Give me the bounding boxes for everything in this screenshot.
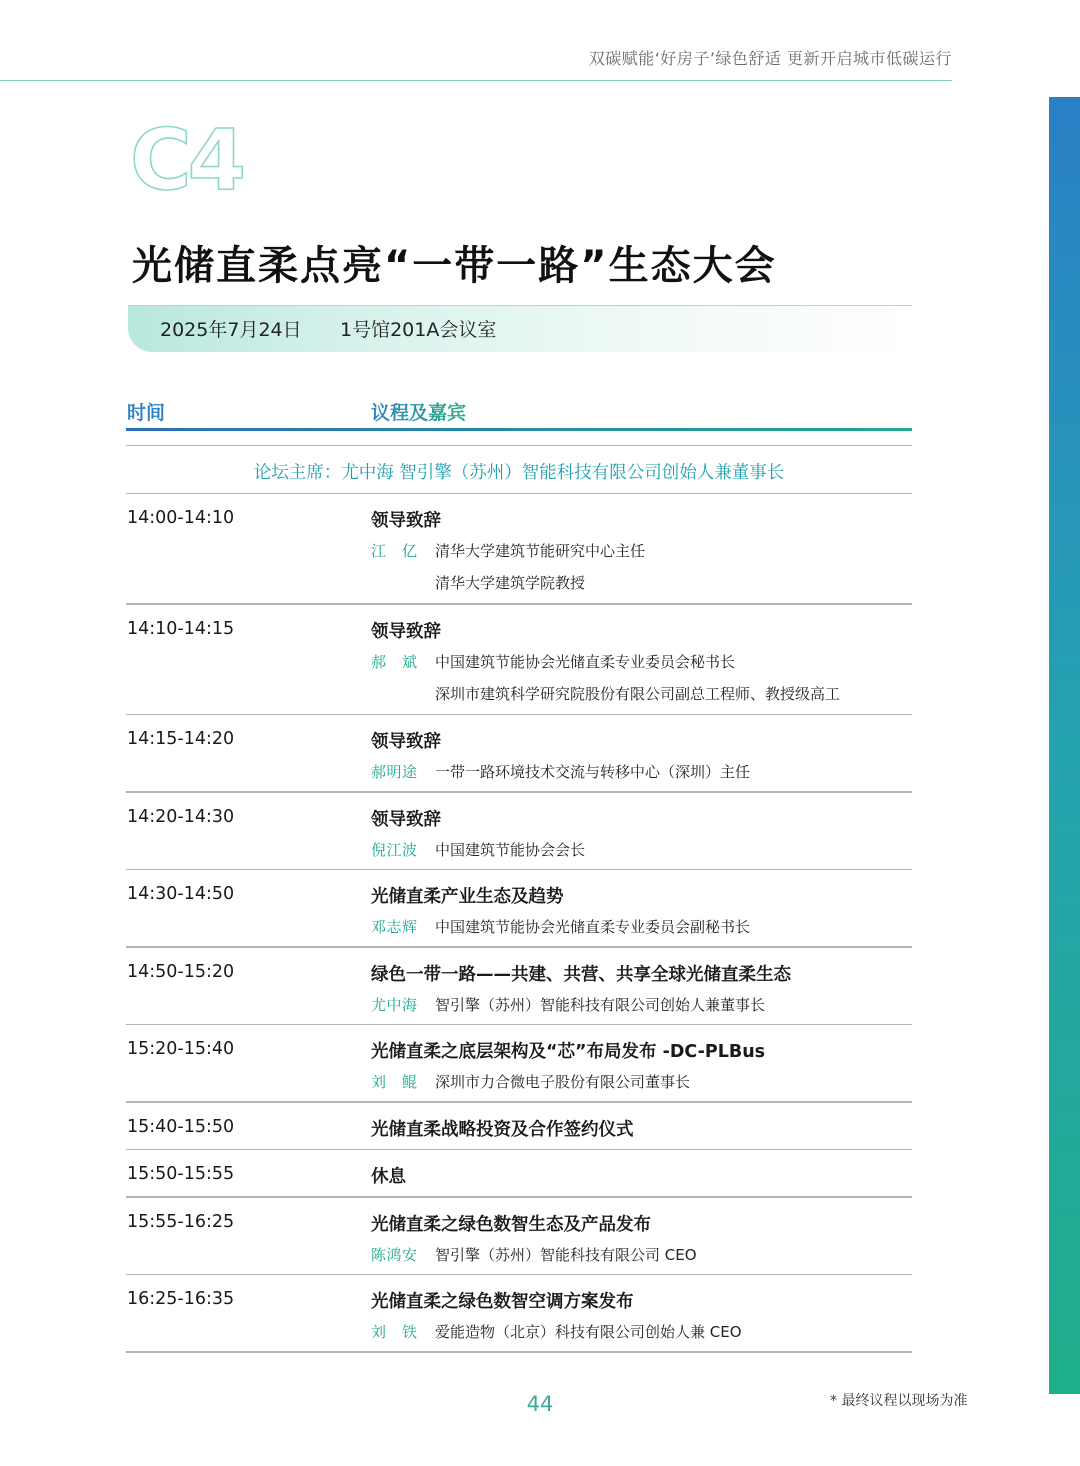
- agenda-time: 15:40-15:50: [127, 1116, 235, 1137]
- footnote: * 最终议程以现场为准: [830, 1393, 968, 1409]
- speaker-role: 中国建筑节能协会光储直柔专业委员会秘书长: [435, 652, 736, 671]
- speaker-role: 智引擎（苏州）智能科技有限公司创始人兼董事长: [435, 995, 766, 1014]
- header-divider: [0, 80, 952, 81]
- speaker-role: 中国建筑节能协会光储直柔专业委员会副秘书长: [435, 918, 751, 936]
- page-title: 光储直柔点亮“一带一路”生态大会: [132, 243, 777, 289]
- forum-chair: 论坛主席：尤中海 智引擎（苏州）智能科技有限公司创始人兼董事长: [253, 463, 785, 483]
- speaker-name: 倪江波: [371, 840, 418, 859]
- agenda-topic: 光储直柔之绿色数智生态及产品发布: [371, 1214, 651, 1235]
- agenda-time: 16:25-16:35: [127, 1289, 235, 1309]
- info-bar: [128, 305, 912, 352]
- agenda-topic: 领导致辞: [371, 621, 441, 642]
- speaker-role: 一带一路环境技术交流与转移中心（深圳）主任: [435, 763, 751, 781]
- agenda-row: [126, 715, 912, 793]
- agenda-row: [126, 1103, 912, 1151]
- header-tagline: 双碳赋能‘好房子’绿色舒适 更新开启城市低碳运行: [588, 49, 952, 68]
- agenda-topic: 领导致辞: [371, 809, 441, 830]
- event-date: 2025年7月24日: [160, 319, 302, 341]
- agenda-topic: 绿色一带一路——共建、共营、共享全球光储直柔生态: [371, 964, 791, 985]
- speaker-role: 清华大学建筑学院教授: [435, 574, 586, 592]
- speaker-name: 刘 铁: [371, 1323, 418, 1341]
- agenda-topic: 光储直柔战略投资及合作签约仪式: [371, 1119, 634, 1140]
- agenda-topic: 光储直柔之底层架构及“芯”布局发布 -DC-PLBus: [371, 1042, 766, 1062]
- agenda-row: [126, 793, 912, 871]
- agenda-row: [126, 494, 912, 605]
- speaker-role: 爱能造物（北京）科技有限公司创始人兼 CEO: [435, 1323, 742, 1341]
- agenda-topic: 领导致辞: [371, 732, 441, 752]
- speaker-role: 清华大学建筑节能研究中心主任: [435, 542, 646, 560]
- agenda-topic: 光储直柔产业生态及趋势: [371, 887, 564, 907]
- row-divider: [126, 1351, 912, 1353]
- speaker-name: 郝明途: [371, 763, 418, 781]
- agenda-time: 14:50-15:20: [127, 961, 235, 982]
- agenda-row: [126, 948, 912, 1026]
- agenda-row: [126, 1275, 912, 1353]
- agenda-time: 15:20-15:40: [127, 1039, 235, 1059]
- agenda-topic: 休息: [371, 1167, 406, 1187]
- column-header-agenda: 议程及嘉宾: [371, 398, 466, 425]
- column-header-time: 时间: [127, 402, 166, 424]
- agenda-row: [126, 1025, 912, 1103]
- agenda-row: [126, 870, 912, 948]
- agenda-row: [126, 605, 912, 716]
- agenda-time: 14:00-14:10: [127, 508, 235, 528]
- speaker-role: 中国建筑节能协会会长: [435, 840, 586, 859]
- agenda-time: 15:50-15:55: [127, 1164, 235, 1184]
- header-rule-thin: [126, 445, 912, 446]
- agenda-time: 14:15-14:20: [127, 729, 235, 749]
- agenda-time: 15:55-16:25: [127, 1211, 235, 1232]
- header-rule: [126, 428, 912, 431]
- agenda-topic: 领导致辞: [371, 511, 441, 531]
- agenda-row: [126, 1150, 912, 1198]
- page-number: 44: [526, 1392, 554, 1416]
- speaker-name: 邓志辉: [371, 918, 418, 936]
- speaker-name: 尤中海: [371, 995, 418, 1014]
- side-color-bar: [1049, 97, 1080, 1394]
- speaker-name: 陈鸿安: [371, 1245, 418, 1264]
- agenda-time: 14:20-14:30: [127, 806, 235, 827]
- agenda-row: [126, 1198, 912, 1276]
- speaker-name: 刘 鲲: [371, 1073, 418, 1091]
- event-venue: 1号馆201A会议室: [340, 319, 497, 341]
- agenda-time: 14:10-14:15: [127, 618, 235, 639]
- speaker-role: 深圳市建筑科学研究院股份有限公司副总工程师、教授级高工: [435, 684, 841, 703]
- agenda-topic: 光储直柔之绿色数智空调方案发布: [371, 1292, 634, 1312]
- agenda-time: 14:30-14:50: [127, 884, 235, 904]
- speaker-role: 深圳市力合微电子股份有限公司董事长: [435, 1073, 691, 1091]
- speaker-name: 郝 斌: [371, 652, 418, 671]
- speaker-role: 智引擎（苏州）智能科技有限公司 CEO: [435, 1245, 697, 1264]
- section-code: C4: [130, 111, 243, 209]
- speaker-name: 江 亿: [371, 542, 418, 560]
